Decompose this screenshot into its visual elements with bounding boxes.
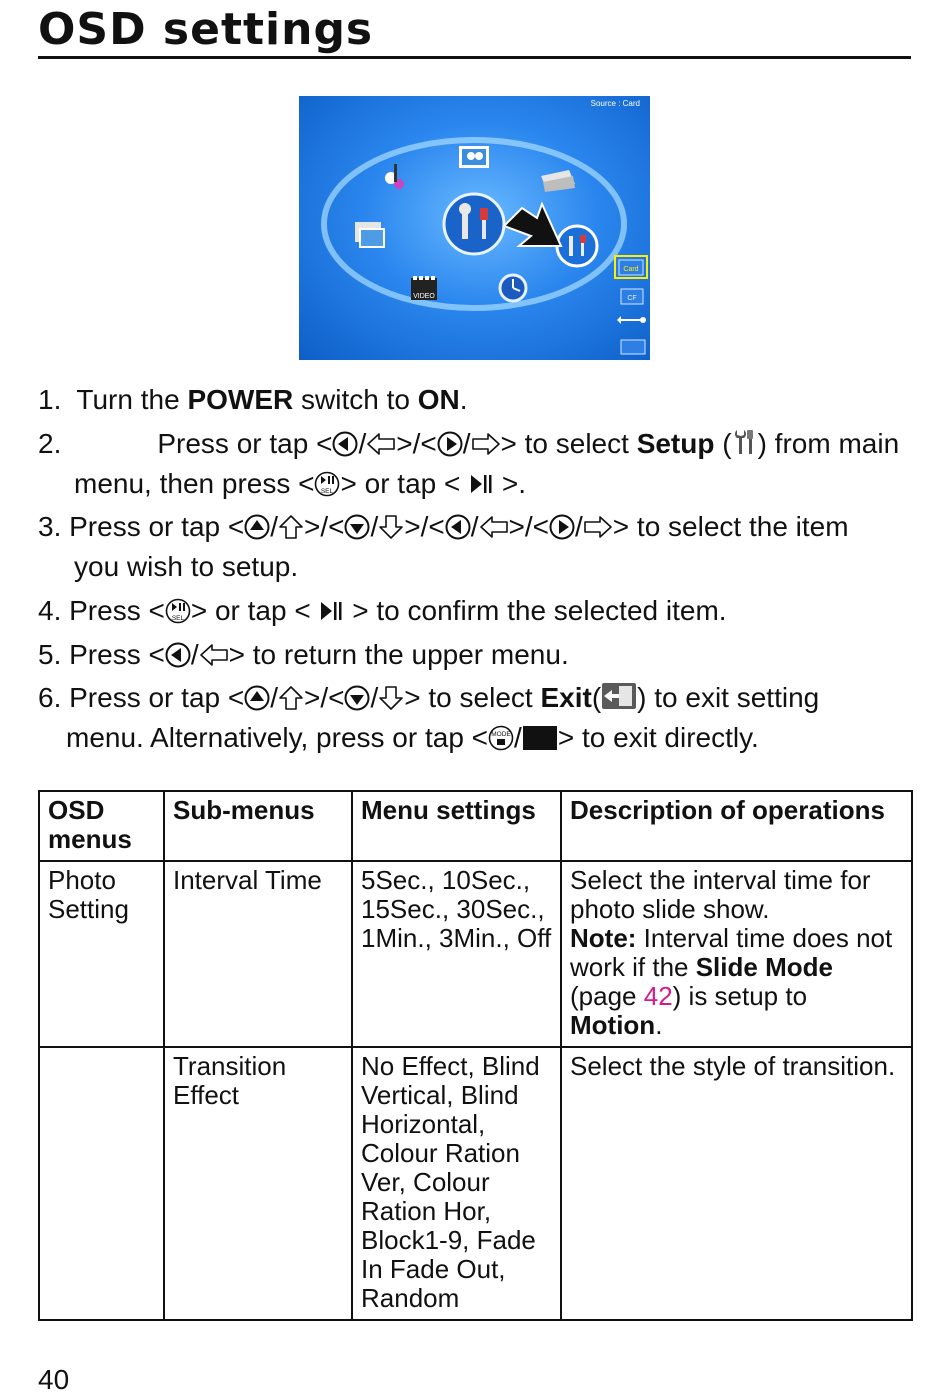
exit-icon bbox=[601, 681, 637, 711]
step-4: 4. Press < > or tap < > to confirm the selected item. bbox=[38, 594, 727, 626]
cell-osd-menu: Photo Setting bbox=[39, 861, 164, 1047]
right-button-icon bbox=[437, 431, 463, 457]
right-arrow-icon bbox=[583, 514, 613, 540]
card-label: Card bbox=[623, 266, 639, 273]
pointer-arrow bbox=[504, 204, 561, 246]
header-osd-menus: OSD menus bbox=[39, 791, 164, 861]
instruction-steps bbox=[38, 380, 918, 758]
step-6: 6. Press or tap < / >/< / > to select Exit( ) to exit setting bbox=[38, 682, 820, 714]
header-description: Description of operations bbox=[561, 791, 912, 861]
cell-osd-menu bbox=[39, 1047, 164, 1320]
card-slot-selected bbox=[615, 256, 647, 278]
left-button-icon bbox=[165, 642, 191, 668]
center-setup-icon bbox=[444, 194, 504, 254]
up-button-icon bbox=[244, 685, 270, 711]
folder-icon bbox=[541, 170, 575, 192]
osd-settings-table bbox=[38, 790, 913, 1321]
cell-description: Select the interval time for photo slide show. Note: Interval time does not work if the Slide Mode (page 42) is setup to Motion. bbox=[561, 861, 912, 1047]
header-sub-menus: Sub-menus bbox=[164, 791, 352, 861]
cf-slot bbox=[621, 289, 643, 304]
table-row bbox=[39, 861, 912, 1047]
left-arrow-icon bbox=[199, 642, 229, 668]
left-button-icon bbox=[445, 514, 471, 540]
page-number: 40 bbox=[38, 1364, 70, 1395]
video-icon bbox=[411, 276, 437, 300]
stop-icon bbox=[522, 725, 558, 751]
down-arrow-icon bbox=[378, 514, 404, 540]
play-pause-icon bbox=[468, 471, 494, 497]
step-3-continued: you wish to setup. bbox=[74, 551, 299, 582]
internal-memory-icon bbox=[621, 340, 645, 354]
music-icon bbox=[385, 164, 404, 189]
selected-setup-icon bbox=[557, 226, 597, 266]
up-arrow-icon bbox=[278, 514, 304, 540]
play-pause-icon bbox=[318, 598, 344, 624]
left-arrow-icon bbox=[366, 431, 396, 457]
cell-sub-menu: Interval Time bbox=[164, 861, 352, 1047]
page-title: OSD settings bbox=[38, 4, 374, 55]
clock-icon bbox=[500, 275, 526, 301]
header-menu-settings: Menu settings bbox=[352, 791, 561, 861]
step-3: 3. Press or tap < / >/< / >/< / >/< / > to select the item bbox=[38, 511, 849, 543]
device-menu-screenshot bbox=[299, 96, 650, 360]
photo-icon bbox=[459, 146, 489, 168]
step-2: 2. Press or tap < / >/< / > to select Setup ( ) from main bbox=[38, 427, 900, 459]
table-header-row bbox=[39, 791, 912, 861]
cf-label: CF bbox=[627, 295, 637, 302]
page-link[interactable]: 42 bbox=[643, 981, 673, 1011]
usb-icon bbox=[617, 316, 646, 324]
cell-menu-settings: No Effect, Blind Vertical, Blind Horizontal, Colour Ration Ver, Colour Ration Hor, Block1-9, Fade In Fade Out, Random bbox=[352, 1047, 561, 1320]
left-arrow-icon bbox=[479, 514, 509, 540]
up-button-icon bbox=[244, 514, 270, 540]
sel-button-icon bbox=[314, 471, 340, 497]
source-label: Source : Card bbox=[590, 99, 640, 108]
step-5: 5. Press < / > to return the upper menu. bbox=[38, 638, 569, 670]
setup-tools-icon bbox=[732, 427, 758, 457]
right-arrow-icon bbox=[471, 431, 501, 457]
cell-menu-settings: 5Sec., 10Sec., 15Sec., 30Sec., 1Min., 3Min., Off bbox=[352, 861, 561, 1047]
up-arrow-icon bbox=[278, 685, 304, 711]
left-button-icon bbox=[332, 431, 358, 457]
step-1: 1. Turn the POWER switch to ON. bbox=[38, 384, 468, 415]
down-button-icon bbox=[344, 685, 370, 711]
step-2-continued: menu, then press < > or tap < >. bbox=[74, 467, 527, 499]
mode-button-icon bbox=[488, 725, 514, 751]
down-button-icon bbox=[344, 514, 370, 540]
video-label: VIDEO bbox=[413, 293, 435, 300]
table-row bbox=[39, 1047, 912, 1320]
title-rule bbox=[38, 56, 911, 59]
cell-description: Select the style of transition. bbox=[561, 1047, 912, 1320]
cell-sub-menu: Transition Effect bbox=[164, 1047, 352, 1320]
down-arrow-icon bbox=[378, 685, 404, 711]
right-button-icon bbox=[549, 514, 575, 540]
step-6-continued: menu. Alternatively, press or tap < / > to exit directly. bbox=[66, 722, 759, 753]
slideshow-icon bbox=[355, 222, 385, 248]
sel-button-icon bbox=[165, 598, 191, 624]
